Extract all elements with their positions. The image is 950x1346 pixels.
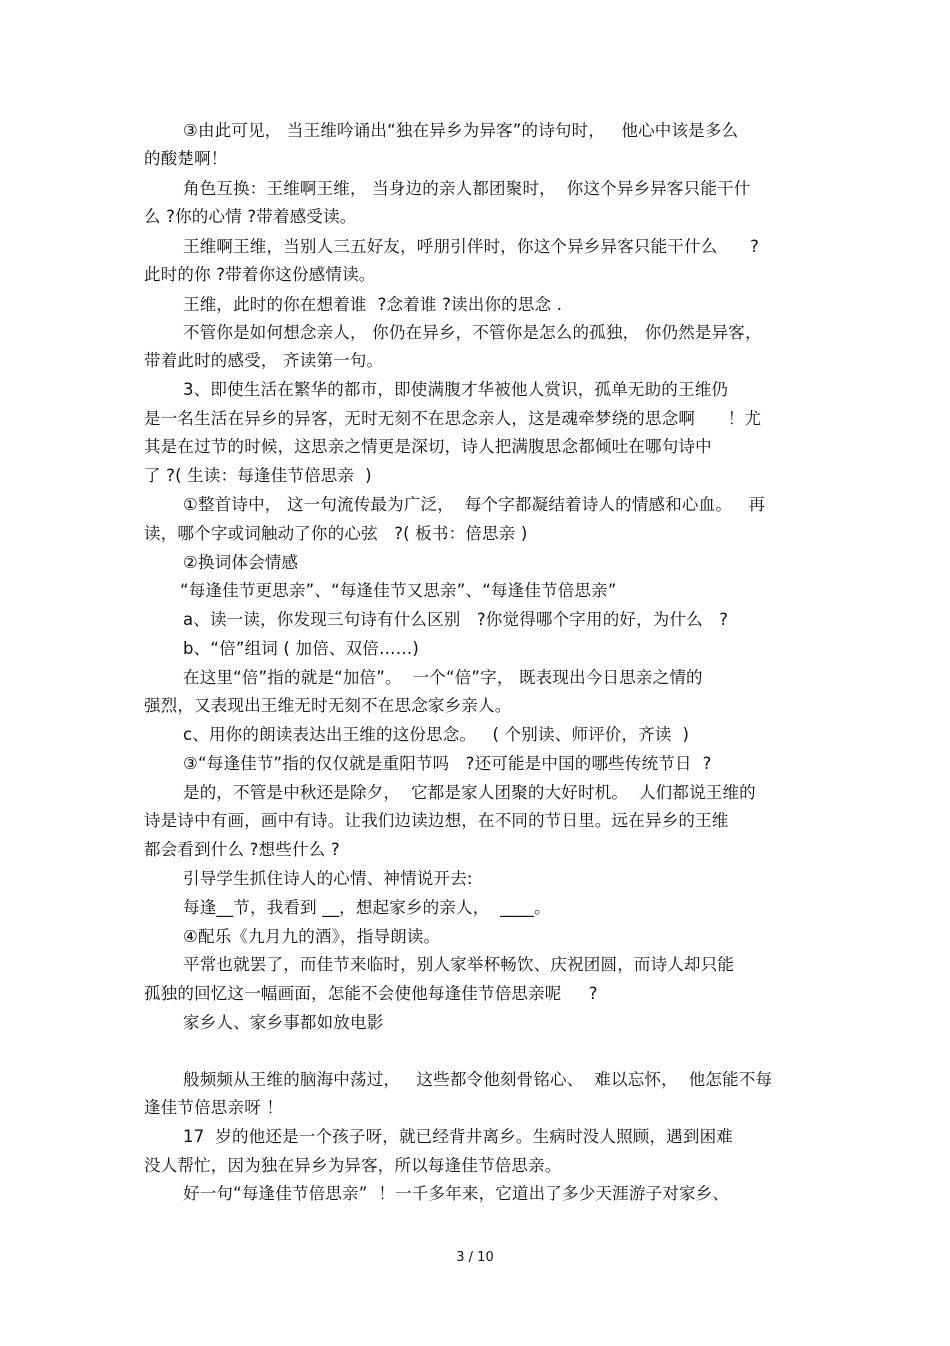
text-line: 孤独的回忆这一幅画面，怎能不会使他每逢佳节倍思亲呢 ? [144, 984, 598, 1003]
text-line: 家乡人、家乡事都如放电影 [183, 1013, 384, 1032]
text-line: c、用你的朗读表达出王维的这份思念。 ( 个别读、师评价，齐读 ) [183, 725, 690, 744]
text-line: 17 岁的他还是一个孩子呀，就已经背井离乡。生病时没人照顾，遇到困难 [183, 1127, 733, 1146]
text-line: ②换词体会情感 [183, 553, 299, 572]
text-line: 是一名生活在异乡的异客，无时无刻不在思念亲人，这是魂牵梦绕的思念啊 ！尤 [144, 409, 762, 428]
text-line: 引导学生抓住诗人的心情、神情说开去: [183, 869, 473, 888]
text-line: ③由此可见， 当王维吟诵出“独在异乡为异客”的诗句时， 他心中该是多么 [183, 121, 739, 140]
text-line: 是的，不管是中秋还是除夕， 它都是家人团聚的大好时机。 人们都说王维的 [183, 783, 756, 802]
text-line: 其是在过节的时候，这思亲之情更是深切，诗人把满腹思念都倾吐在哪句诗中 [144, 437, 712, 456]
text-line: 好一句“每逢佳节倍思亲” ！一千多年来，它道出了多少天涯游子对家乡、 [183, 1184, 730, 1203]
text-line: b、“倍”组词 ( 加倍、双倍……) [183, 639, 420, 658]
text-line: 的酸楚啊！ [144, 149, 228, 168]
text-line: 平常也就罢了，而佳节来临时，别人家举杯畅饮、庆祝团圆，而诗人却只能 [183, 955, 735, 974]
text-line: ④配乐《九月九的酒》，指导朗读。 [183, 927, 441, 946]
text-line: “每逢佳节更思亲”、“每逢佳节又思亲”、“每逢佳节倍思亲” [180, 581, 617, 600]
text-line: 诗是诗中有画，画中有诗。让我们边读边想，在不同的节日里。远在异乡的王维 [144, 811, 729, 830]
text-line: 每逢__节，我看到 __，想起家乡的亲人， ____。 [183, 898, 551, 917]
text-line: 带着此时的感受， 齐读第一句。 [144, 351, 384, 370]
text-line: 王维，此时的你在想着谁 ?念着谁 ?读出你的思念 . [183, 295, 563, 314]
text-line: 此时的你 ?带着你这份感情读。 [144, 265, 376, 284]
page-number: 3 / 10 [456, 1250, 494, 1265]
text-line: ①整首诗中， 这一句流传最为广泛， 每个字都凝结着诗人的情感和心血。 再 [183, 495, 766, 514]
text-line: 强烈，又表现出王维无时无刻不在思念家乡亲人。 [144, 696, 512, 715]
text-line: 么 ?你的心情 ?带着感受读。 [144, 207, 357, 226]
text-line: 在这里“倍”指的就是“加倍”。 一个“倍”字， 既表现出今日思亲之情的 [183, 668, 703, 687]
text-line: a、读一读，你发现三句诗有什么区别 ?你觉得哪个字用的好，为什么 ? [183, 610, 729, 629]
text-line: 没人帮忙，因为独在异乡为异客，所以每逢佳节倍思亲。 [144, 1156, 562, 1175]
text-line: 3、即使生活在繁华的都市，即使满腹才华被他人赏识，孤单无助的王维仍 [183, 380, 729, 399]
text-line: 王维啊王维，当别人三五好友，呼朋引伴时，你这个异乡异客只能干什么 ? [183, 237, 760, 256]
text-line: 角色互换：王维啊王维， 当身边的亲人都团聚时， 你这个异乡异客只能干什 [183, 179, 751, 198]
text-line: 般频频从王维的脑海中荡过， 这些都令他刻骨铭心、 难以忘怀， 他怎能不每 [183, 1070, 773, 1089]
text-line: 读，哪个字或词触动了你的心弦 ?( 板书：倍思亲 ) [144, 524, 528, 543]
text-line: 都会看到什么 ?想些什么 ? [144, 840, 340, 859]
text-line: 不管你是如何想念亲人， 你仍在异乡，不管你是怎么的孤独， 你仍然是异客， [183, 323, 762, 342]
text-line: 逢佳节倍思亲呀 ！ [144, 1098, 284, 1117]
text-line: 了 ?( 生读：每逢佳节倍思亲 ) [144, 466, 372, 485]
text-line: ③“每逢佳节”指的仅仅就是重阳节吗 ?还可能是中国的哪些传统节日 ? [183, 754, 712, 773]
